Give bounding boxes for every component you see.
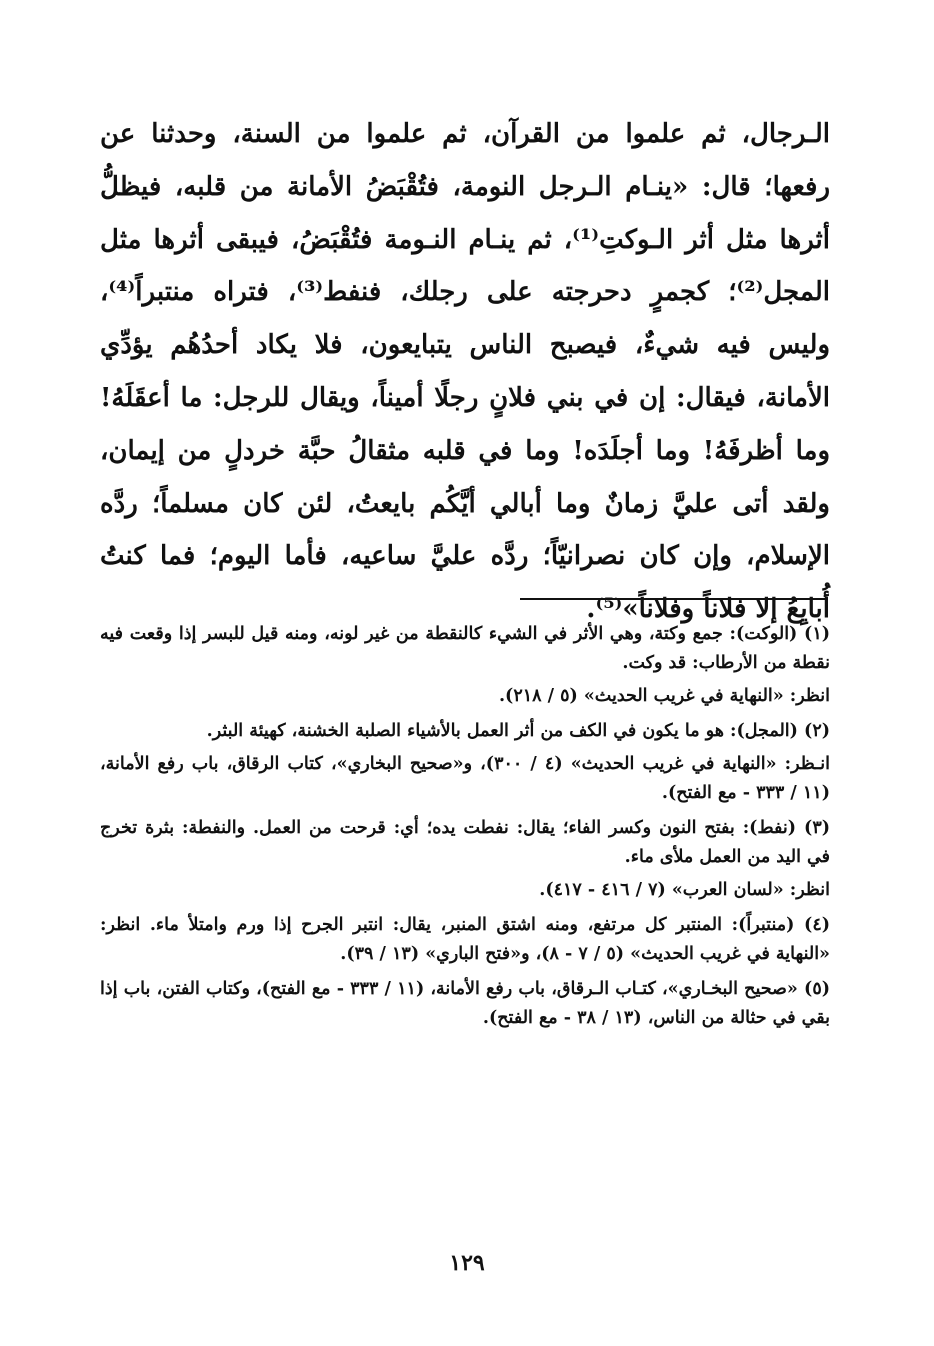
footnote-3: (٣) (نفط): بفتح النون وكسر الفاء؛ يقال: نفطت يده؛ أي: قرحت من العمل. والنفطة: بثرة تخرج في اليد من العمل ملأى ماء. — [100, 818, 830, 867]
footnote-5: (٥) «صحيح البخـاري»، كتـاب الـرقاق، باب رفع الأمانة، (١١ / ٣٣٣ - مع الفتح)، وكتاب الفتن، باب إذا بقي في حثالة من الناس، (١٣ / ٣٨ - مع الفتح). — [100, 979, 830, 1028]
footnote-1: (١) (الوكت): جمع وكتة، وهي الأثر في الشيء كالنقطة من غير لونه، ومنه قيل للبسر إذا وقعت فيه نقطة من الأرطاب: قد وكت. — [100, 624, 830, 673]
footnote-2: (٢) (المجل): هو ما يكون في الكف من أثر العمل بالأشياء الصلبة الخشنة، كهيئة البثر. — [206, 721, 830, 741]
footnote-2-reference: انـظر: «النهاية في غريب الحديث» (٤ / ٣٠٠)، و«صحيح البخاري»، كتاب الرقاق، باب رفع الأمانة، (١١ / ٣٣٣ - مع الفتح). — [100, 754, 831, 803]
footnote-divider — [520, 598, 828, 600]
footnote-1-reference: انظر: «النهاية في غريب الحديث» (٥ / ٢١٨). — [498, 686, 830, 706]
main-text — [100, 108, 830, 636]
hadith-paragraph: الـرجال، ثم علموا من القرآن، ثم علموا من السنة، وحدثنا عن رفعها؛ قال: «ينـام الـرجل النومة، فتُقْبَضُ الأمانة من قلبه، فيظلُّ أثرها مثل أثر الـوكتِ⁽¹⁾، ثم ينـام النـومة فتُقْبَضُ، فيبقى أثرها مثل المجل⁽²⁾؛ كجمرٍ دحرجته على رجلك، فنفط⁽³⁾، فتراه منتبراً⁽⁴⁾، وليس فيه شيءٌ، فيصبح الناس يتبايعون، فلا يكاد أحدُهُم يؤدِّي الأمانة، فيقال: إن في بني فلانٍ رجلًا أميناً، ويقال للرجل: ما أعقَلَهُ! وما أظرفَهُ! وما أجلَدَه! وما في قلبه مثقالُ حبَّة خردلٍ من إيمان، ولقد أتى عليَّ زمانٌ وما أبالي أيَّكُم بايعتُ، لئن كان مسلماً؛ ردَّه الإسلام، وإن كان نصرانيّاً؛ ردَّه عليَّ ساعيه، فأما اليوم؛ فما كنتُ أُبايِعُ إلا فلاناً وفلاناً»⁽⁵⁾. — [100, 119, 831, 625]
footnote-4: (٤) (منتبراً): المنتبر كل مرتفع، ومنه اشتق المنبر، يقال: انتبر الجرح إذا ورم وامتلأ ماء. انظر: «النهاية في غريب الحديث» (٥ / ٧ - ٨)، و«فتح الباري» (١٣ / ٣٩). — [100, 915, 830, 964]
footnotes — [100, 620, 830, 1039]
page-number: ١٢٩ — [449, 1250, 485, 1276]
footnote-3-reference: انظر: «لسان العرب» (٧ / ٤١٦ - ٤١٧). — [539, 880, 830, 900]
